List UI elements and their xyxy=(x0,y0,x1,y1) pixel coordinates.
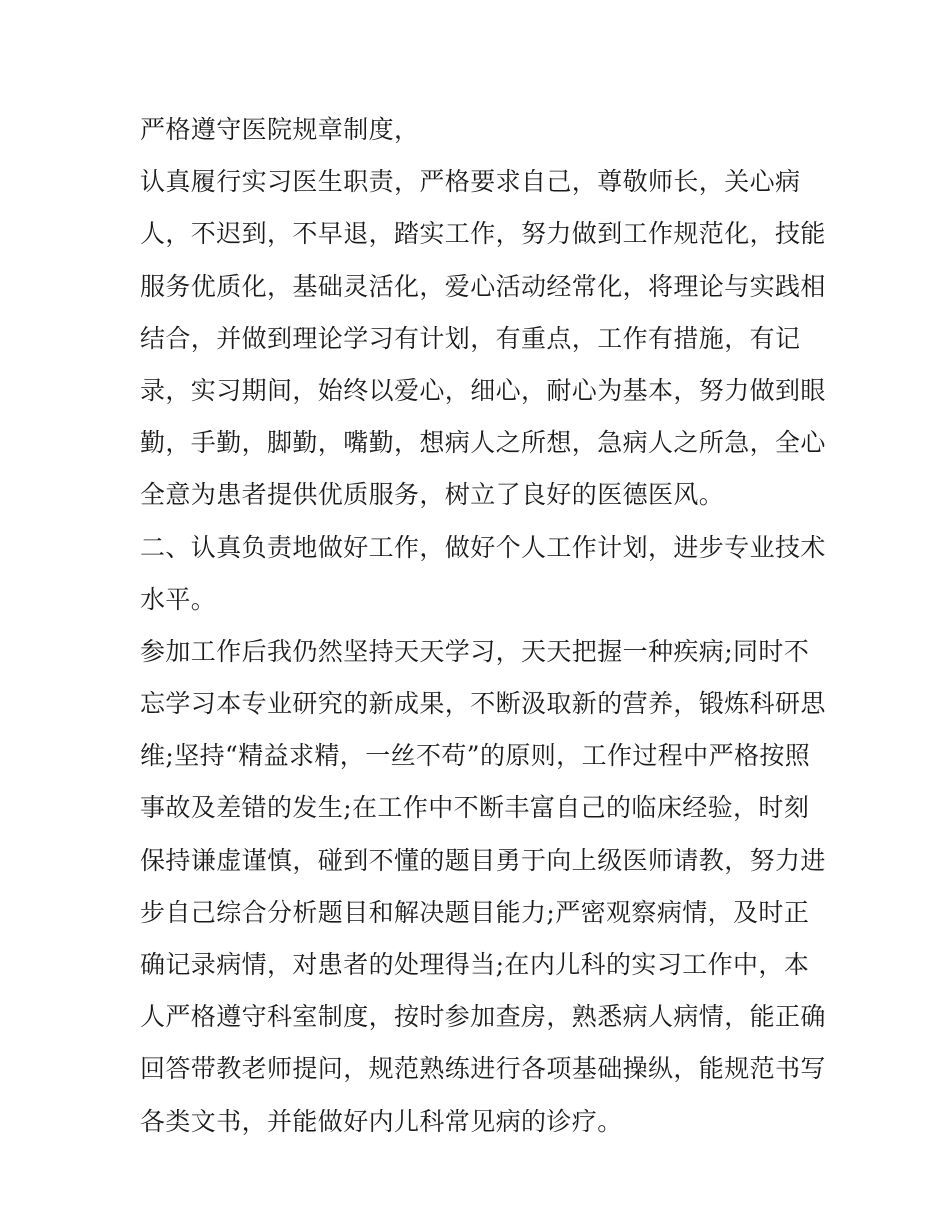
text-line: 服务优质化，基础灵活化，爱心活动经常化，将理论与实践相 xyxy=(140,271,826,301)
text-line: 人，不迟到，不早退，踏实工作，努力做到工作规范化，技能 xyxy=(140,219,826,249)
text-line: 认真履行实习医生职责，严格要求自己，尊敬师长，关心病 xyxy=(140,167,801,197)
text-line: 各类文书，并能做好内儿科常见病的诊疗。 xyxy=(140,1106,623,1136)
text-line: 回答带教老师提问，规范熟练进行各项基础操纵，能规范书写 xyxy=(140,1054,826,1084)
text-line: 忘学习本专业研究的新成果，不断汲取新的营养，锻炼科研思 xyxy=(140,689,826,719)
text-line: 事故及差错的发生;在工作中不断丰富自己的临床经验，时刻 xyxy=(140,793,810,823)
text-line: 人严格遵守科室制度，按时参加查房，熟悉病人病情，能正确 xyxy=(140,1002,826,1032)
section-heading: 二、认真负责地做好工作，做好个人工作计划，进步专业技术 xyxy=(140,532,826,562)
text-line: 结合，并做到理论学习有计划，有重点，工作有措施，有记 xyxy=(140,323,801,353)
text-line: 录，实习期间，始终以爱心，细心，耐心为基本，努力做到眼 xyxy=(140,375,826,405)
text-line: 保持谦虚谨慎，碰到不懂的题目勇于向上级医师请教，努力进 xyxy=(140,845,826,875)
text-line: 全意为患者提供优质服务，树立了良好的医德医风。 xyxy=(140,480,725,510)
text-line: 确记录病情，对患者的处理得当;在内儿科的实习工作中，本 xyxy=(140,950,810,979)
section-heading-cont: 水平。 xyxy=(140,584,217,614)
text-line: 步自己综合分析题目和解决题目能力;严密观察病情，及时正 xyxy=(140,897,810,927)
text-line: 维;坚持“精益求精，一丝不苟”的原则，工作过程中严格按照 xyxy=(140,741,811,771)
text-line: 参加工作后我仍然坚持天天学习，天天把握一种疾病;同时不 xyxy=(140,636,810,666)
text-line: 勤，手勤，脚勤，嘴勤，想病人之所想，急病人之所急，全心 xyxy=(140,428,826,458)
text-line: 严格遵守医院规章制度， xyxy=(140,115,420,144)
document-body xyxy=(140,104,826,1148)
